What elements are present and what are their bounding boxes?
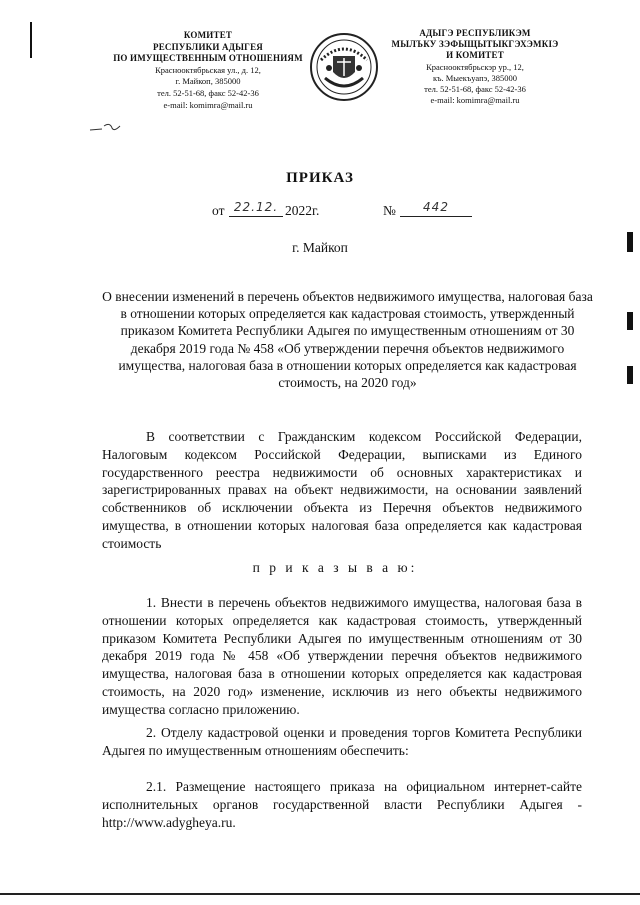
order-word: п р и к а з ы в а ю: <box>252 560 418 575</box>
item-1: 1. Внести в перечень объектов недвижимого имущества, налоговая база в отношении которых определяется как кадастровая стоимость, утвержденный приказом Комитета Республики Адыгея по имущественным отношениям от 30 декабря 2019 года № 458 «Об утверждении перечня объектов недвижимого имущества, налоговая база в отношении которых определяется как кадастровая стоимость, на 2020 год» изменение, исключив из него объекты недвижимого имущества согласно приложению. <box>102 595 582 717</box>
phone-ru: тел. 52-51-68, факс 52-42-36 <box>157 87 259 98</box>
org-name-ady-line-2: МЫЛЪКУ ЗЭФЫЩЫТЫКГЭХЭМКІЭ <box>391 39 559 50</box>
city: г. Майкоп <box>292 240 348 255</box>
email-ady: e-mail: komimra@mail.ru <box>430 95 520 106</box>
document-title: ПРИКАЗ <box>286 170 354 186</box>
phone-ady: тел. 52-51-68, факс 52-42-36 <box>424 84 526 95</box>
org-name-ru-line-1: КОМИТЕТ <box>183 30 233 40</box>
item-2-1: 2.1. Размещение настоящего приказа на официальном интернет-сайте исполнительных органов государственной власти Республики Адыгея - http://www.adygheya.ru. <box>102 779 582 830</box>
item-2: 2. Отделу кадастровой оценки и проведения торгов Комитета Республики Адыгея по имущественным отношениям обеспечить: <box>102 725 582 758</box>
scan-mark-right-2 <box>627 312 633 330</box>
address-ru-line-1: Краснооктябрьская ул., д. 12, <box>155 64 261 75</box>
number-handwritten: 442 <box>400 200 472 217</box>
date-handwritten: 22.12. <box>229 200 283 217</box>
letterhead-right <box>380 28 570 106</box>
letterhead-left <box>112 30 304 111</box>
email-ru: e-mail: komimra@mail.ru <box>163 99 253 110</box>
subject: О внесении изменений в перечень объектов недвижимого имущества, налоговая база в отношении которых определяется как кадастровая стоимость, утвержденный приказом Комитета Республики Адыгея по имущественным отношениям от 30 декабря 2019 года № 458 «Об утверждении перечня объектов недвижимого имущества, налоговая база в отношении которых определяется как кадастровая стоимость, на 2020 год» <box>102 289 593 391</box>
org-name-ady-line-1: АДЫГЭ РЕСПУБЛИКЭМ <box>419 28 531 38</box>
date-prefix: от <box>212 203 225 218</box>
address-ru-line-2: г. Майкоп, 385000 <box>175 76 241 87</box>
org-name-ady-line-3: И КОМИТЕТ <box>446 50 504 61</box>
date-year: 2022г. <box>285 203 320 218</box>
number-sign: № <box>383 203 396 218</box>
letterhead <box>0 28 640 138</box>
org-name-ru-line-2: РЕСПУБЛИКИ АДЫГЕЯ <box>153 41 263 52</box>
basis-paragraph: В соответствии с Гражданским кодексом Российской Федерации, Налоговым кодексом Российской Федерации, выписками из Единого государственного реестра недвижимости об основных характеристиках и зарегистрированных правах на объект недвижимости, на основании заявлений собственников об исключении объекта из Перечня объектов недвижимого имущества, в отношении которых налоговая база определяется как кадастровая стоимость <box>102 429 582 551</box>
scan-mark-right-3 <box>627 366 633 384</box>
coat-of-arms-icon <box>309 32 379 102</box>
bottom-edge-line <box>0 893 640 895</box>
address-ady-line-2: къ. Мыекъуапэ, 385000 <box>432 72 518 83</box>
org-name-ru-line-3: ПО ИМУЩЕСТВЕННЫМ ОТНОШЕНИЯМ <box>113 53 303 64</box>
address-ady-line-1: Краснооктябрьскэр ур., 12, <box>426 61 524 72</box>
